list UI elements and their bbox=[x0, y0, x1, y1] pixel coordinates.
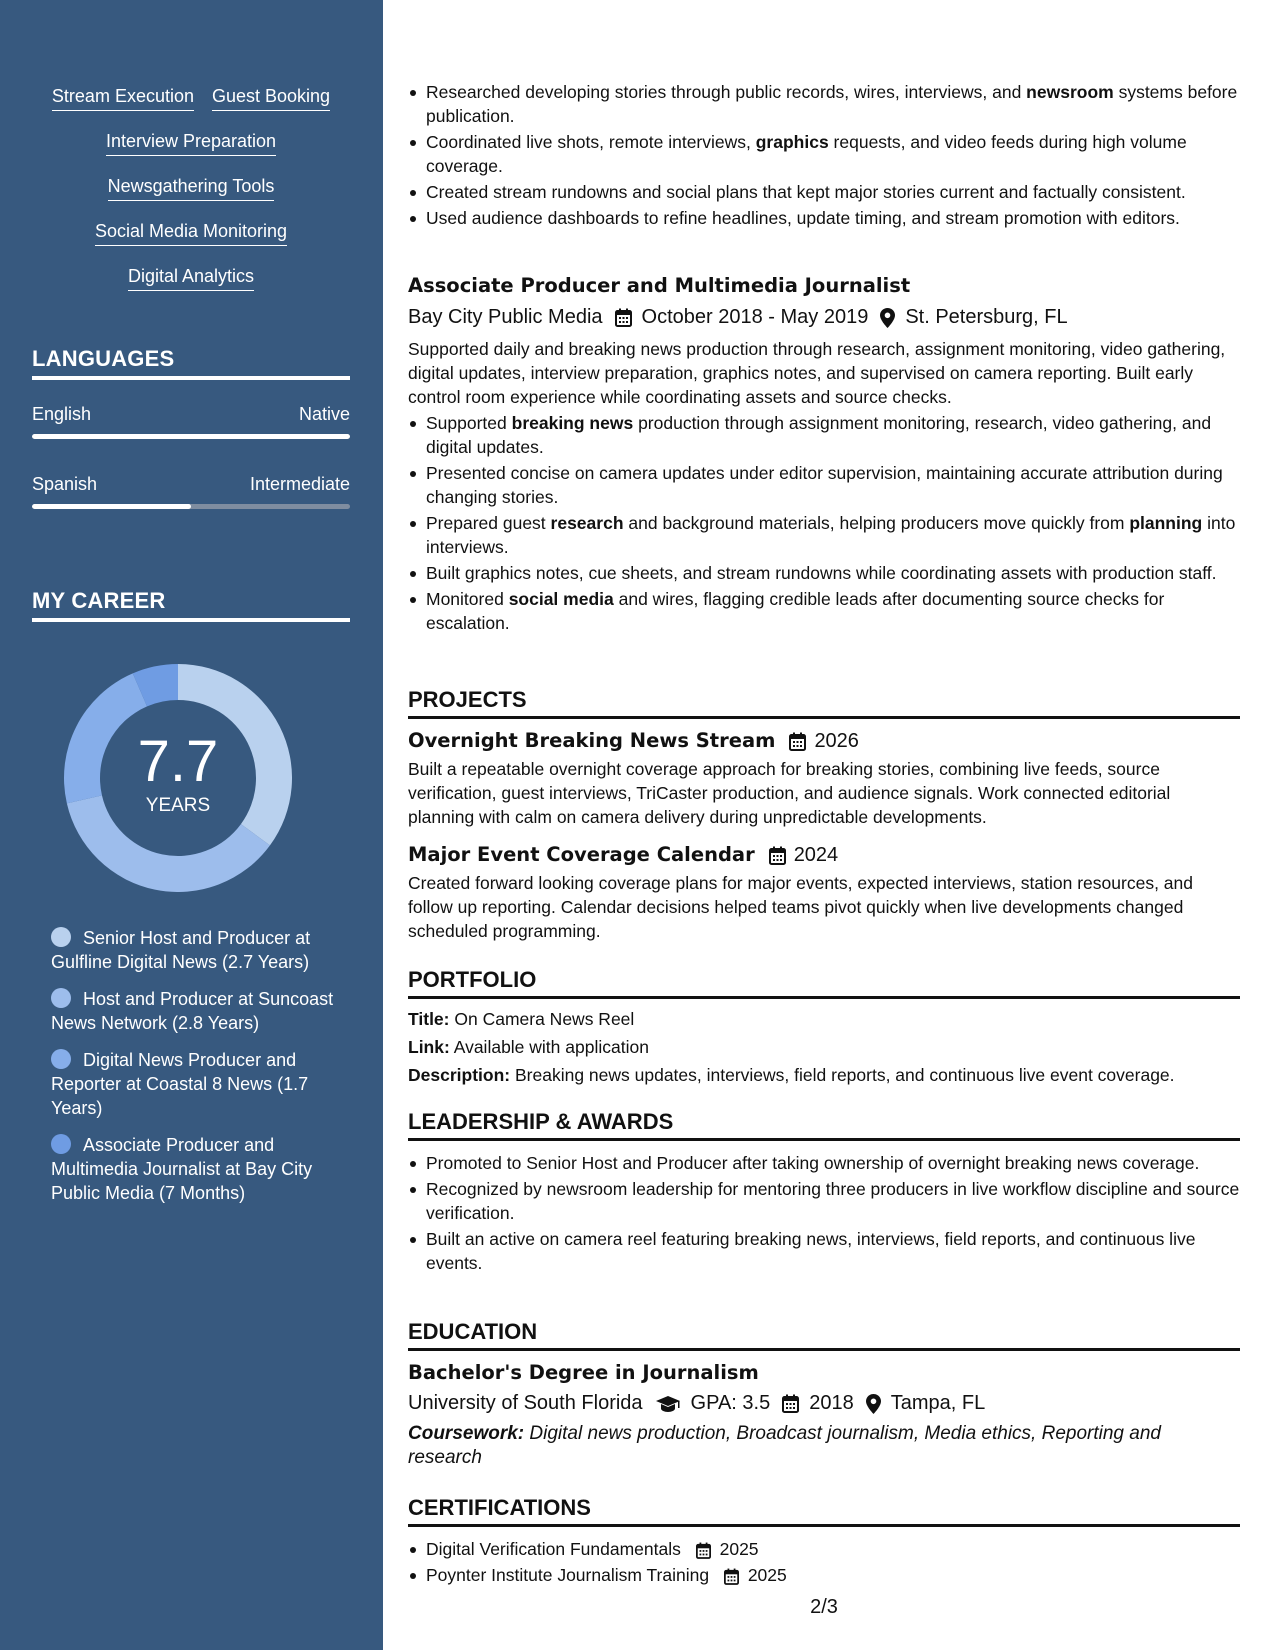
education-meta bbox=[408, 1389, 1240, 1417]
skill-tag: Guest Booking bbox=[212, 86, 330, 111]
certifications-list bbox=[408, 1537, 1240, 1587]
location-pin-icon bbox=[866, 1389, 881, 1417]
job-title: Associate Producer and Multimedia Journalist bbox=[408, 274, 911, 297]
education-year: 2018 bbox=[809, 1392, 854, 1414]
skill-row bbox=[32, 176, 350, 201]
job-bullets bbox=[408, 411, 1240, 635]
language-spanish bbox=[32, 474, 350, 509]
language-english bbox=[32, 404, 350, 439]
career-donut bbox=[64, 664, 292, 892]
career-dot bbox=[51, 988, 71, 1008]
calendar-icon bbox=[615, 303, 632, 331]
job-location: St. Petersburg, FL bbox=[905, 306, 1068, 328]
education-school: University of South Florida bbox=[408, 1392, 643, 1414]
skill-tag: Stream Execution bbox=[52, 86, 194, 111]
portfolio-title-value: On Camera News Reel bbox=[454, 1009, 635, 1029]
skill-row bbox=[32, 86, 350, 111]
portfolio-description-value: Breaking news updates, interviews, field reports, and continuous live event coverage. bbox=[514, 1065, 1175, 1085]
project-name: Overnight Breaking News Stream bbox=[408, 729, 776, 752]
language-level: Intermediate bbox=[249, 474, 350, 494]
leadership-heading: LEADERSHIP & AWARDS bbox=[408, 1108, 1240, 1141]
education-degree: Bachelor's Degree in Journalism bbox=[408, 1361, 759, 1384]
project-year: 2026 bbox=[814, 730, 859, 752]
portfolio-title bbox=[408, 1005, 1240, 1033]
portfolio-link-label: Link: bbox=[408, 1037, 450, 1057]
experience-bullets bbox=[408, 80, 1240, 230]
portfolio-link-value: Available with application bbox=[453, 1037, 649, 1057]
project-description: Built a repeatable overnight coverage approach for breaking stories, combining live feeds, source verification, guest interviews, TriCaster production, and audience signals. Work connected editorial planning with calm on camera delivery during unpredictable developments. bbox=[408, 759, 1171, 827]
certifications-section bbox=[408, 1494, 1240, 1589]
language-bar bbox=[32, 504, 350, 509]
job-meta bbox=[408, 303, 1240, 331]
leadership-section bbox=[408, 1108, 1240, 1277]
education-section bbox=[408, 1318, 1240, 1470]
career-heading: MY CAREER bbox=[32, 588, 350, 622]
language-name: English bbox=[32, 404, 92, 424]
career-unit: YEARS bbox=[145, 795, 211, 816]
career-total: 7.7 bbox=[137, 729, 219, 794]
career-label: Senior Host and Producer at Gulfline Digital News (2.7 Years) bbox=[51, 928, 311, 972]
skill-row bbox=[32, 221, 350, 246]
career-dot bbox=[51, 1134, 71, 1154]
location-pin-icon bbox=[880, 303, 895, 331]
job-entry bbox=[408, 272, 1240, 637]
career-label: Digital News Producer and Reporter at Coastal 8 News (1.7 Years) bbox=[51, 1050, 309, 1118]
certification-name: Digital Verification Fundamentals bbox=[426, 1539, 681, 1559]
skills-list bbox=[32, 86, 350, 311]
graduation-cap-icon bbox=[655, 1389, 681, 1417]
bullet-item: Used audience dashboards to refine headlines, update timing, and stream promotion with editors. bbox=[408, 206, 1240, 230]
language-bar-fill bbox=[32, 434, 350, 439]
career-dot bbox=[51, 1049, 71, 1069]
skill-row bbox=[32, 131, 350, 156]
portfolio-description bbox=[408, 1061, 1240, 1089]
career-label: Associate Producer and Multimedia Journalist at Bay City Public Media (7 Months) bbox=[51, 1135, 313, 1203]
coursework-label: Coursework: bbox=[408, 1423, 525, 1444]
project-title bbox=[408, 727, 1240, 755]
career-list bbox=[51, 926, 341, 1218]
certification-item bbox=[408, 1563, 1240, 1587]
skill-tag: Newsgathering Tools bbox=[108, 176, 275, 201]
projects-section bbox=[408, 686, 1240, 943]
certification-year: 2025 bbox=[747, 1565, 787, 1585]
education-heading: EDUCATION bbox=[408, 1318, 1240, 1351]
calendar-icon bbox=[724, 1563, 739, 1587]
certification-item bbox=[408, 1537, 1240, 1561]
education-location: Tampa, FL bbox=[890, 1392, 986, 1414]
language-bar bbox=[32, 434, 350, 439]
bullet-item: Monitored social media and wires, flagging credible leads after documenting source checks for escalation. bbox=[408, 587, 1240, 635]
project-name: Major Event Coverage Calendar bbox=[408, 843, 755, 866]
bullet-item: Supported breaking news production through assignment monitoring, research, video gathering, and digital updates. bbox=[408, 411, 1240, 459]
portfolio-heading: PORTFOLIO bbox=[408, 966, 1240, 999]
sidebar bbox=[0, 0, 383, 1650]
career-item bbox=[51, 1133, 341, 1205]
education-gpa: GPA: 3.5 bbox=[690, 1392, 771, 1414]
language-name: Spanish bbox=[32, 474, 98, 494]
skill-tag: Interview Preparation bbox=[106, 131, 276, 156]
language-level: Native bbox=[298, 404, 350, 424]
page-number: 2/3 bbox=[810, 1596, 838, 1618]
bullet-item: Recognized by newsroom leadership for mentoring three producers in live workflow discipline and source verification. bbox=[408, 1177, 1240, 1225]
job-company: Bay City Public Media bbox=[408, 306, 603, 328]
bullet-item: Coordinated live shots, remote interviews, graphics requests, and video feeds during high volume coverage. bbox=[408, 130, 1240, 178]
languages-heading: LANGUAGES bbox=[32, 346, 350, 380]
leadership-bullets bbox=[408, 1151, 1240, 1275]
career-item bbox=[51, 987, 341, 1035]
language-bar-fill bbox=[32, 504, 191, 509]
career-dot bbox=[51, 927, 71, 947]
coursework-value: Digital news production, Broadcast journalism, Media ethics, Reporting and research bbox=[408, 1423, 1161, 1468]
calendar-icon bbox=[789, 727, 806, 755]
projects-heading: PROJECTS bbox=[408, 686, 1240, 719]
job-summary: Supported daily and breaking news production through research, assignment monitoring, video gathering, digital updates, interview preparation, graphics notes, and supervised on camera reporting. Built early control room experience while coordinating assets and source checks. bbox=[408, 339, 1226, 407]
calendar-icon bbox=[769, 841, 786, 869]
portfolio-title-label: Title: bbox=[408, 1009, 450, 1029]
skill-row bbox=[32, 266, 350, 291]
bullet-item: Prepared guest research and background materials, helping producers move quickly from planning into interviews. bbox=[408, 511, 1240, 559]
project-description: Created forward looking coverage plans for major events, expected interviews, station resources, and follow up reporting. Calendar decisions helped teams pivot quickly when live developments changed scheduled programming. bbox=[408, 873, 1193, 941]
skill-tag: Social Media Monitoring bbox=[95, 221, 287, 246]
portfolio-link bbox=[408, 1033, 1240, 1061]
bullet-item: Researched developing stories through public records, wires, interviews, and newsroom systems before publication. bbox=[408, 80, 1240, 128]
certification-year: 2025 bbox=[719, 1539, 759, 1559]
certifications-heading: CERTIFICATIONS bbox=[408, 1494, 1240, 1527]
skill-tag: Digital Analytics bbox=[128, 266, 254, 291]
bullet-item: Built an active on camera reel featuring breaking news, interviews, field reports, and continuous live events. bbox=[408, 1227, 1240, 1275]
main-content bbox=[408, 0, 1240, 1650]
bullet-item: Promoted to Senior Host and Producer after taking ownership of overnight breaking news coverage. bbox=[408, 1151, 1240, 1175]
portfolio-description-label: Description: bbox=[408, 1065, 511, 1085]
project-year: 2024 bbox=[793, 844, 839, 866]
career-label: Host and Producer at Suncoast News Network (2.8 Years) bbox=[51, 989, 334, 1033]
education-coursework bbox=[408, 1422, 1240, 1470]
bullet-item: Created stream rundowns and social plans that kept major stories current and factually consistent. bbox=[408, 180, 1240, 204]
bullet-item: Built graphics notes, cue sheets, and stream rundowns while coordinating assets with production staff. bbox=[408, 561, 1240, 585]
project-title bbox=[408, 841, 1240, 869]
job-dates: October 2018 - May 2019 bbox=[641, 306, 869, 328]
calendar-icon bbox=[696, 1537, 711, 1561]
bullet-item: Presented concise on camera updates under editor supervision, maintaining accurate attribution during changing stories. bbox=[408, 461, 1240, 509]
career-item bbox=[51, 926, 341, 974]
calendar-icon bbox=[782, 1389, 799, 1417]
portfolio-section bbox=[408, 966, 1240, 1089]
career-item bbox=[51, 1048, 341, 1120]
certification-name: Poynter Institute Journalism Training bbox=[426, 1565, 710, 1585]
